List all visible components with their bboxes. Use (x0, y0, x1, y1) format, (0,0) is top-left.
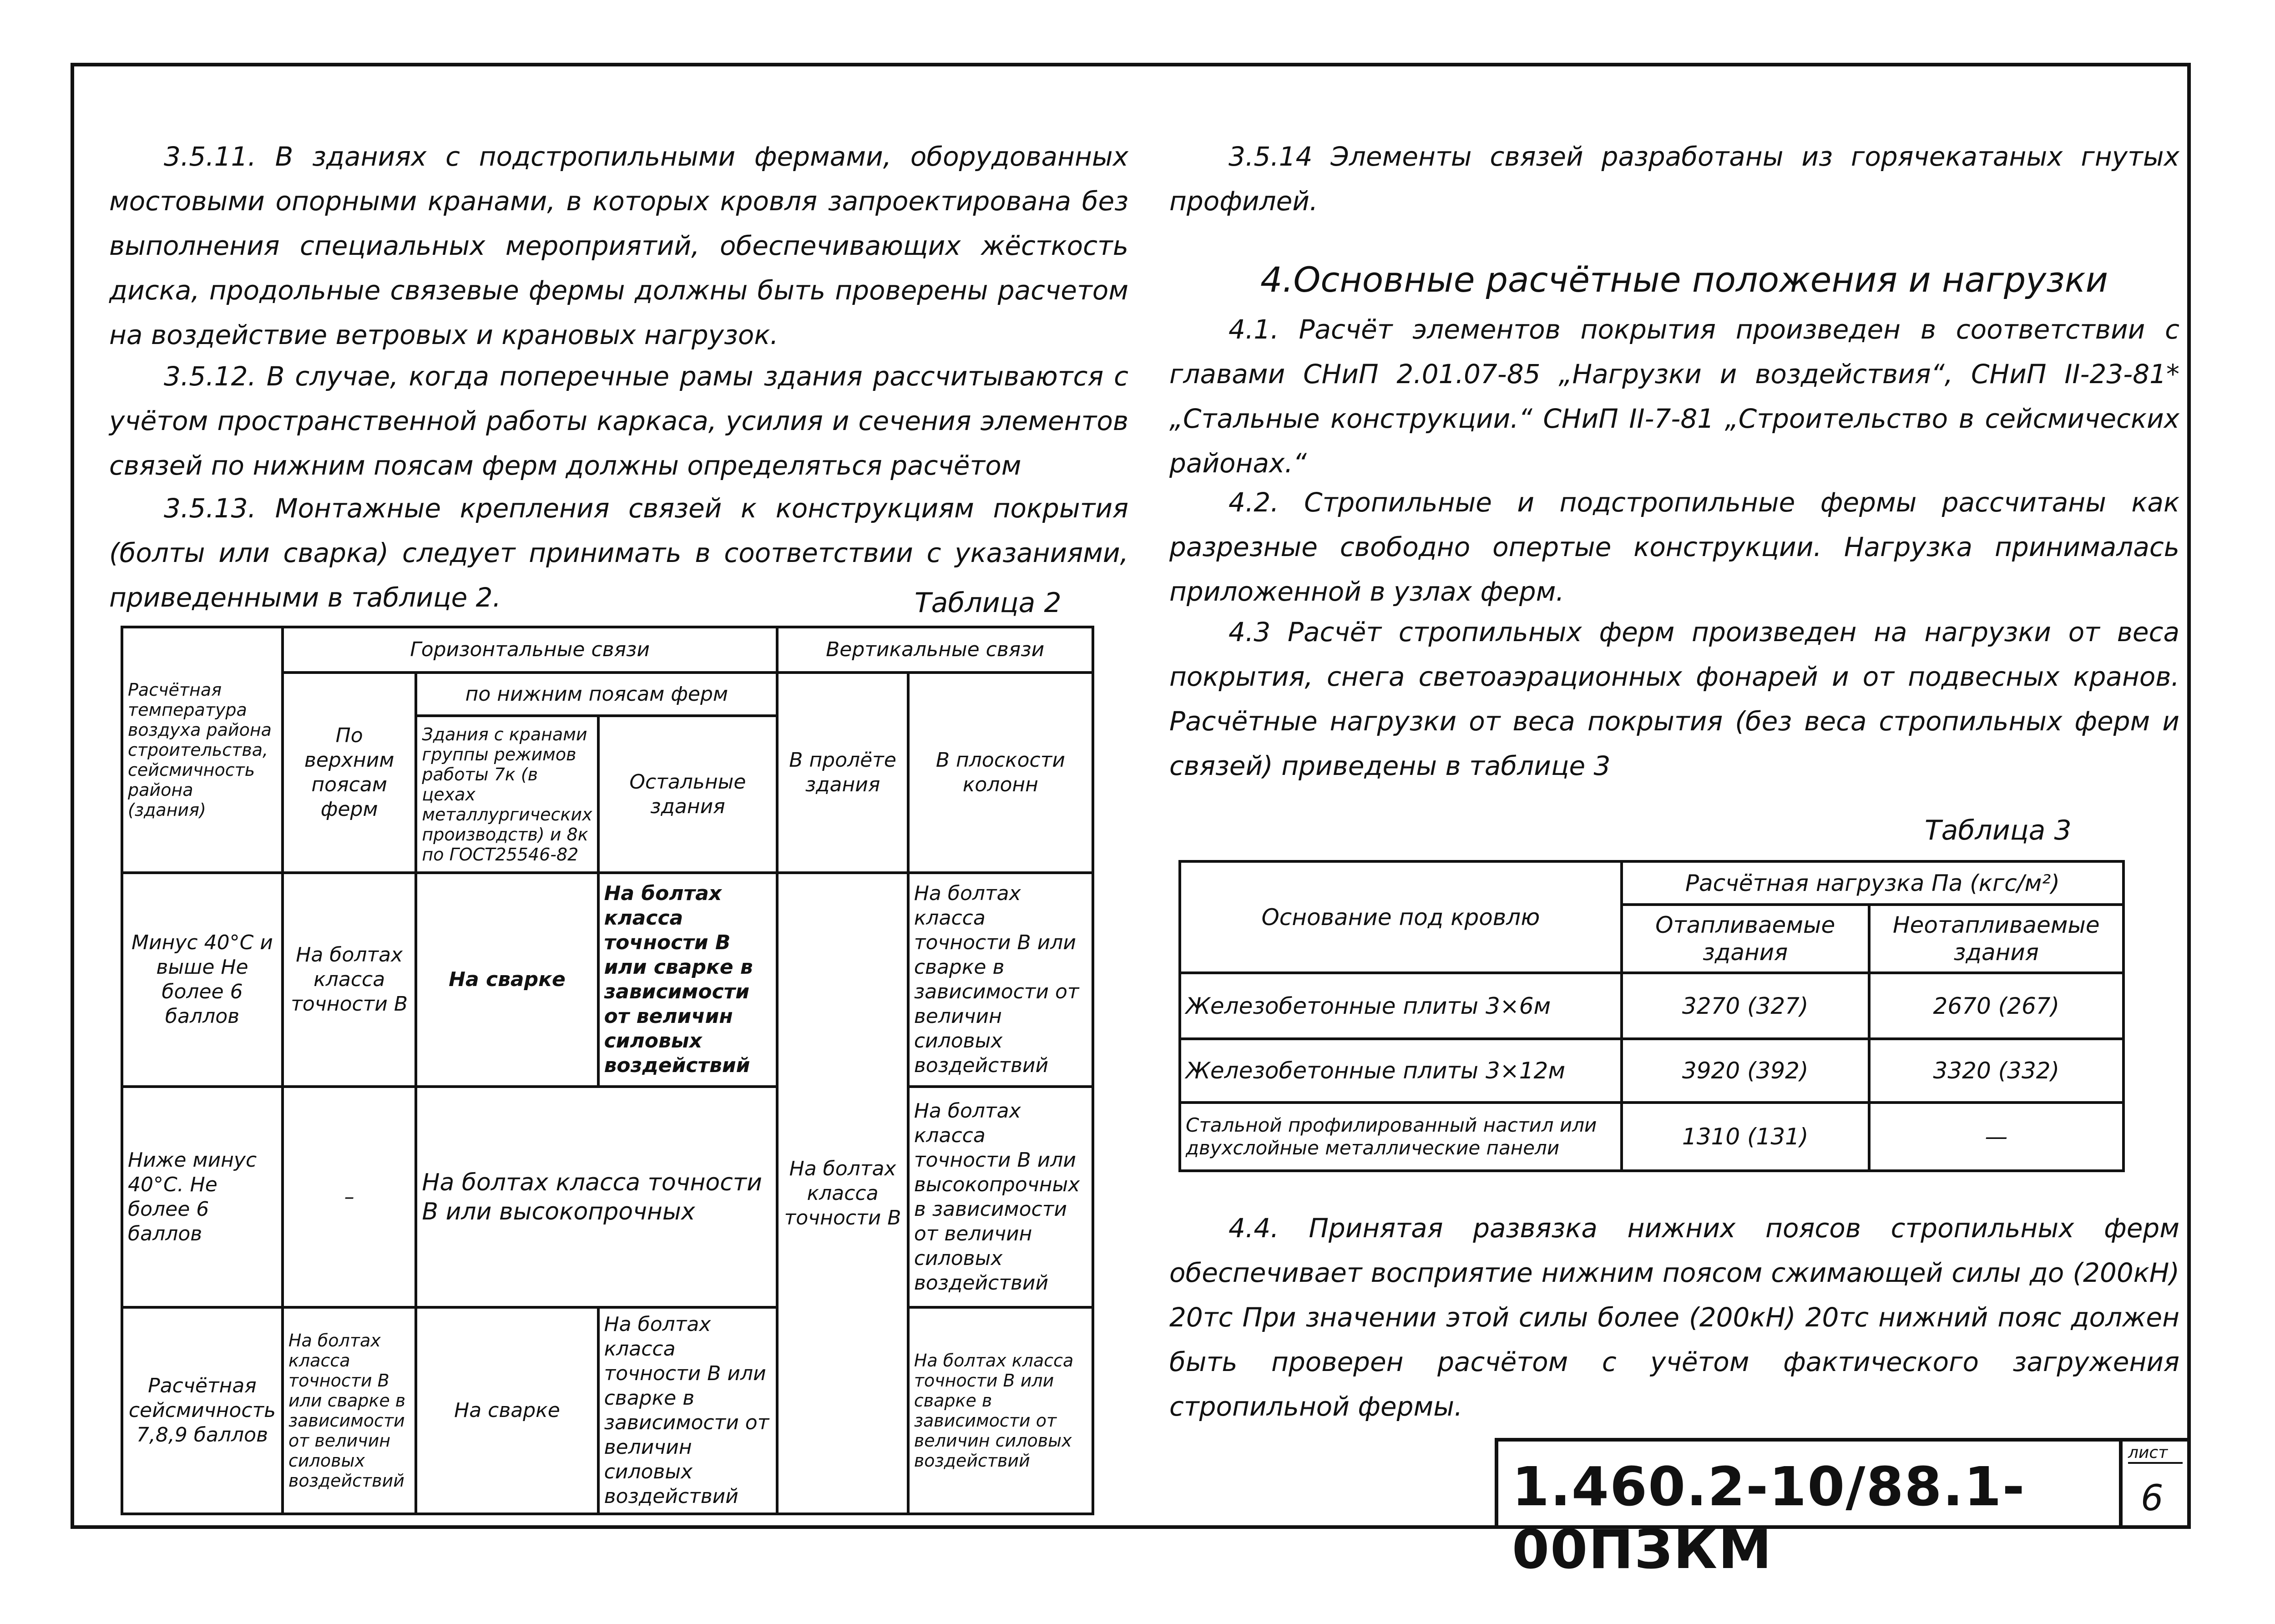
table-row-heated: 3270 (327) (1622, 973, 1869, 1039)
sheet-number-box (2119, 1442, 2191, 1529)
paragraph-3-5-11: 3.5.11. В зданиях с подстропильными фермами, оборудованных мостовыми опорными кранами, в которых кровля запроектирована без выполнения специальных мероприятий, обеспечивающих жёсткость диска, продольные связевые фермы должны быть проверены расчетом на воздействие ветровых и крановых нагрузок. (109, 141, 1128, 350)
table-3 (1178, 860, 2125, 1172)
row2-upper: – (283, 1087, 416, 1307)
header-vertical-links: Вертикальные связи (777, 627, 1093, 673)
header-roof-base: Основание под кровлю (1180, 861, 1622, 973)
row2-column-plane: На болтах класса точности В или высокопрочных в зависимости от величин силовых воздействий (908, 1087, 1093, 1307)
paragraph-4-2: 4.2. Стропильные и подстропильные фермы рассчитаны как разрезные свободно опертые конструкции. Нагрузка принималась приложенной в узлах ферм. (1169, 487, 2179, 607)
paragraph-3-5-14: 3.5.14 Элементы связей разработаны из горячекатаных гнутых профилей. (1169, 141, 2179, 217)
section-4-title: 4.Основные расчётные положения и нагрузки (1260, 259, 2108, 300)
paragraph-4-4: 4.4. Принятая развязка нижних поясов стропильных ферм обеспечивает восприятие нижним поясом сжимающей силы до (200кН) 20тс При значении этой силы более (200кН) 20тс нижний пояс должен быть проверен расчётом с учётом фактического загружения стропильной фермы. (1169, 1213, 2179, 1422)
row1-column-plane: На болтах класса точности В или сварке в зависимости от величин силовых воздействий (908, 873, 1093, 1087)
document-code: 1.460.2-10/88.1-00ПЗКМ (1512, 1455, 2026, 1581)
header-column-plane: В плоскости колонн (908, 673, 1093, 873)
table-row-unheated: — (1869, 1103, 2123, 1171)
table-3-caption: Таблица 3 (1925, 815, 2072, 846)
header-temperature: Расчётная температура воздуха района строительства, сейсмичность района (здания) (122, 627, 283, 873)
sheet-label: лист (2128, 1443, 2183, 1464)
header-horizontal-links: Горизонтальные связи (283, 627, 777, 673)
row1-crane-buildings: На сварке (416, 873, 598, 1087)
header-design-load: Расчётная нагрузка Па (кгс/м²) (1622, 861, 2123, 905)
row1-condition: Минус 40°С и выше Не более 6 баллов (122, 873, 283, 1087)
table-row-unheated: 2670 (267) (1869, 973, 2123, 1039)
table-row-heated: 3920 (392) (1622, 1039, 1869, 1103)
header-other-buildings: Остальные здания (598, 716, 778, 873)
header-in-span: В пролёте здания (777, 673, 908, 873)
sheet-number: 6 (2141, 1478, 2164, 1519)
header-heated: Отапливаемые здания (1622, 905, 1869, 973)
row3-condition: Расчётная сейсмичность 7,8,9 баллов (122, 1307, 283, 1514)
header-upper-chords: По верхним поясам ферм (283, 673, 416, 873)
row1-upper: На болтах класса точности В (283, 873, 416, 1087)
paragraph-4-1: 4.1. Расчёт элементов покрытия произведен в соответствии с главами СНиП 2.01.07-85 „Нагрузки и воздействия“, СНиП II-23-81* „Стальные конструкции.“ СНиП II-7-81 „Строительство в сейсмических районах.“ (1169, 314, 2179, 479)
row3-column-plane: На болтах класса точности В или сварке в зависимости от величин силовых воздействий (908, 1307, 1093, 1514)
table-row-base: Железобетонные плиты 3×6м (1180, 973, 1622, 1039)
table-2 (121, 626, 1094, 1515)
table-2-caption: Таблица 2 (915, 587, 1062, 619)
header-crane-buildings: Здания с кранами группы режимов работы 7к (в цехах металлургических производств) и 8к по ГОСТ25546-82 (416, 716, 598, 873)
table-row-unheated: 3320 (332) (1869, 1039, 2123, 1103)
row2-condition: Ниже минус 40°С. Не более 6 баллов (122, 1087, 283, 1307)
row3-other-buildings: На болтах класса точности В или сварке в зависимости от величин силовых воздействий (598, 1307, 778, 1514)
table-row-heated: 1310 (131) (1622, 1103, 1869, 1171)
table-row-base: Железобетонные плиты 3×12м (1180, 1039, 1622, 1103)
header-unheated: Неотапливаемые здания (1869, 905, 2123, 973)
paragraph-3-5-12: 3.5.12. В случае, когда поперечные рамы здания рассчитываются с учётом пространственной работы каркаса, усилия и сечения элементов связей по нижним поясам ферм должны определяться расчётом (109, 361, 1128, 481)
row2-lower: На болтах класса точности В или высокопрочных (416, 1087, 777, 1307)
row3-upper: На болтах класса точности В или сварке в зависимости от величин силовых воздействий (283, 1307, 416, 1514)
paragraph-3-5-13: 3.5.13. Монтажные крепления связей к конструкциям покрытия (болты или сварка) следует принимать в соответствии с указаниями, приведенными в таблице 2. (109, 493, 1128, 613)
header-lower-chords: по нижним поясам ферм (416, 673, 777, 716)
table-row-base: Стальной профилированный настил или двухслойные металлические панели (1180, 1103, 1622, 1171)
paragraph-4-3: 4.3 Расчёт стропильных ферм произведен на нагрузки от веса покрытия, снега светоаэрационных фонарей и от подвесных кранов. Расчётные нагрузки от веса покрытия (без веса стропильных ферм и связей) приведены в таблице 3 (1169, 617, 2179, 781)
span-connection-all-rows: На болтах класса точности В (777, 873, 908, 1514)
row1-other-buildings: На болтах класса точности В или сварке в зависимости от величин силовых воздействий (598, 873, 778, 1087)
row3-crane-buildings: На сварке (416, 1307, 598, 1514)
title-block-stamp (1495, 1438, 2191, 1581)
